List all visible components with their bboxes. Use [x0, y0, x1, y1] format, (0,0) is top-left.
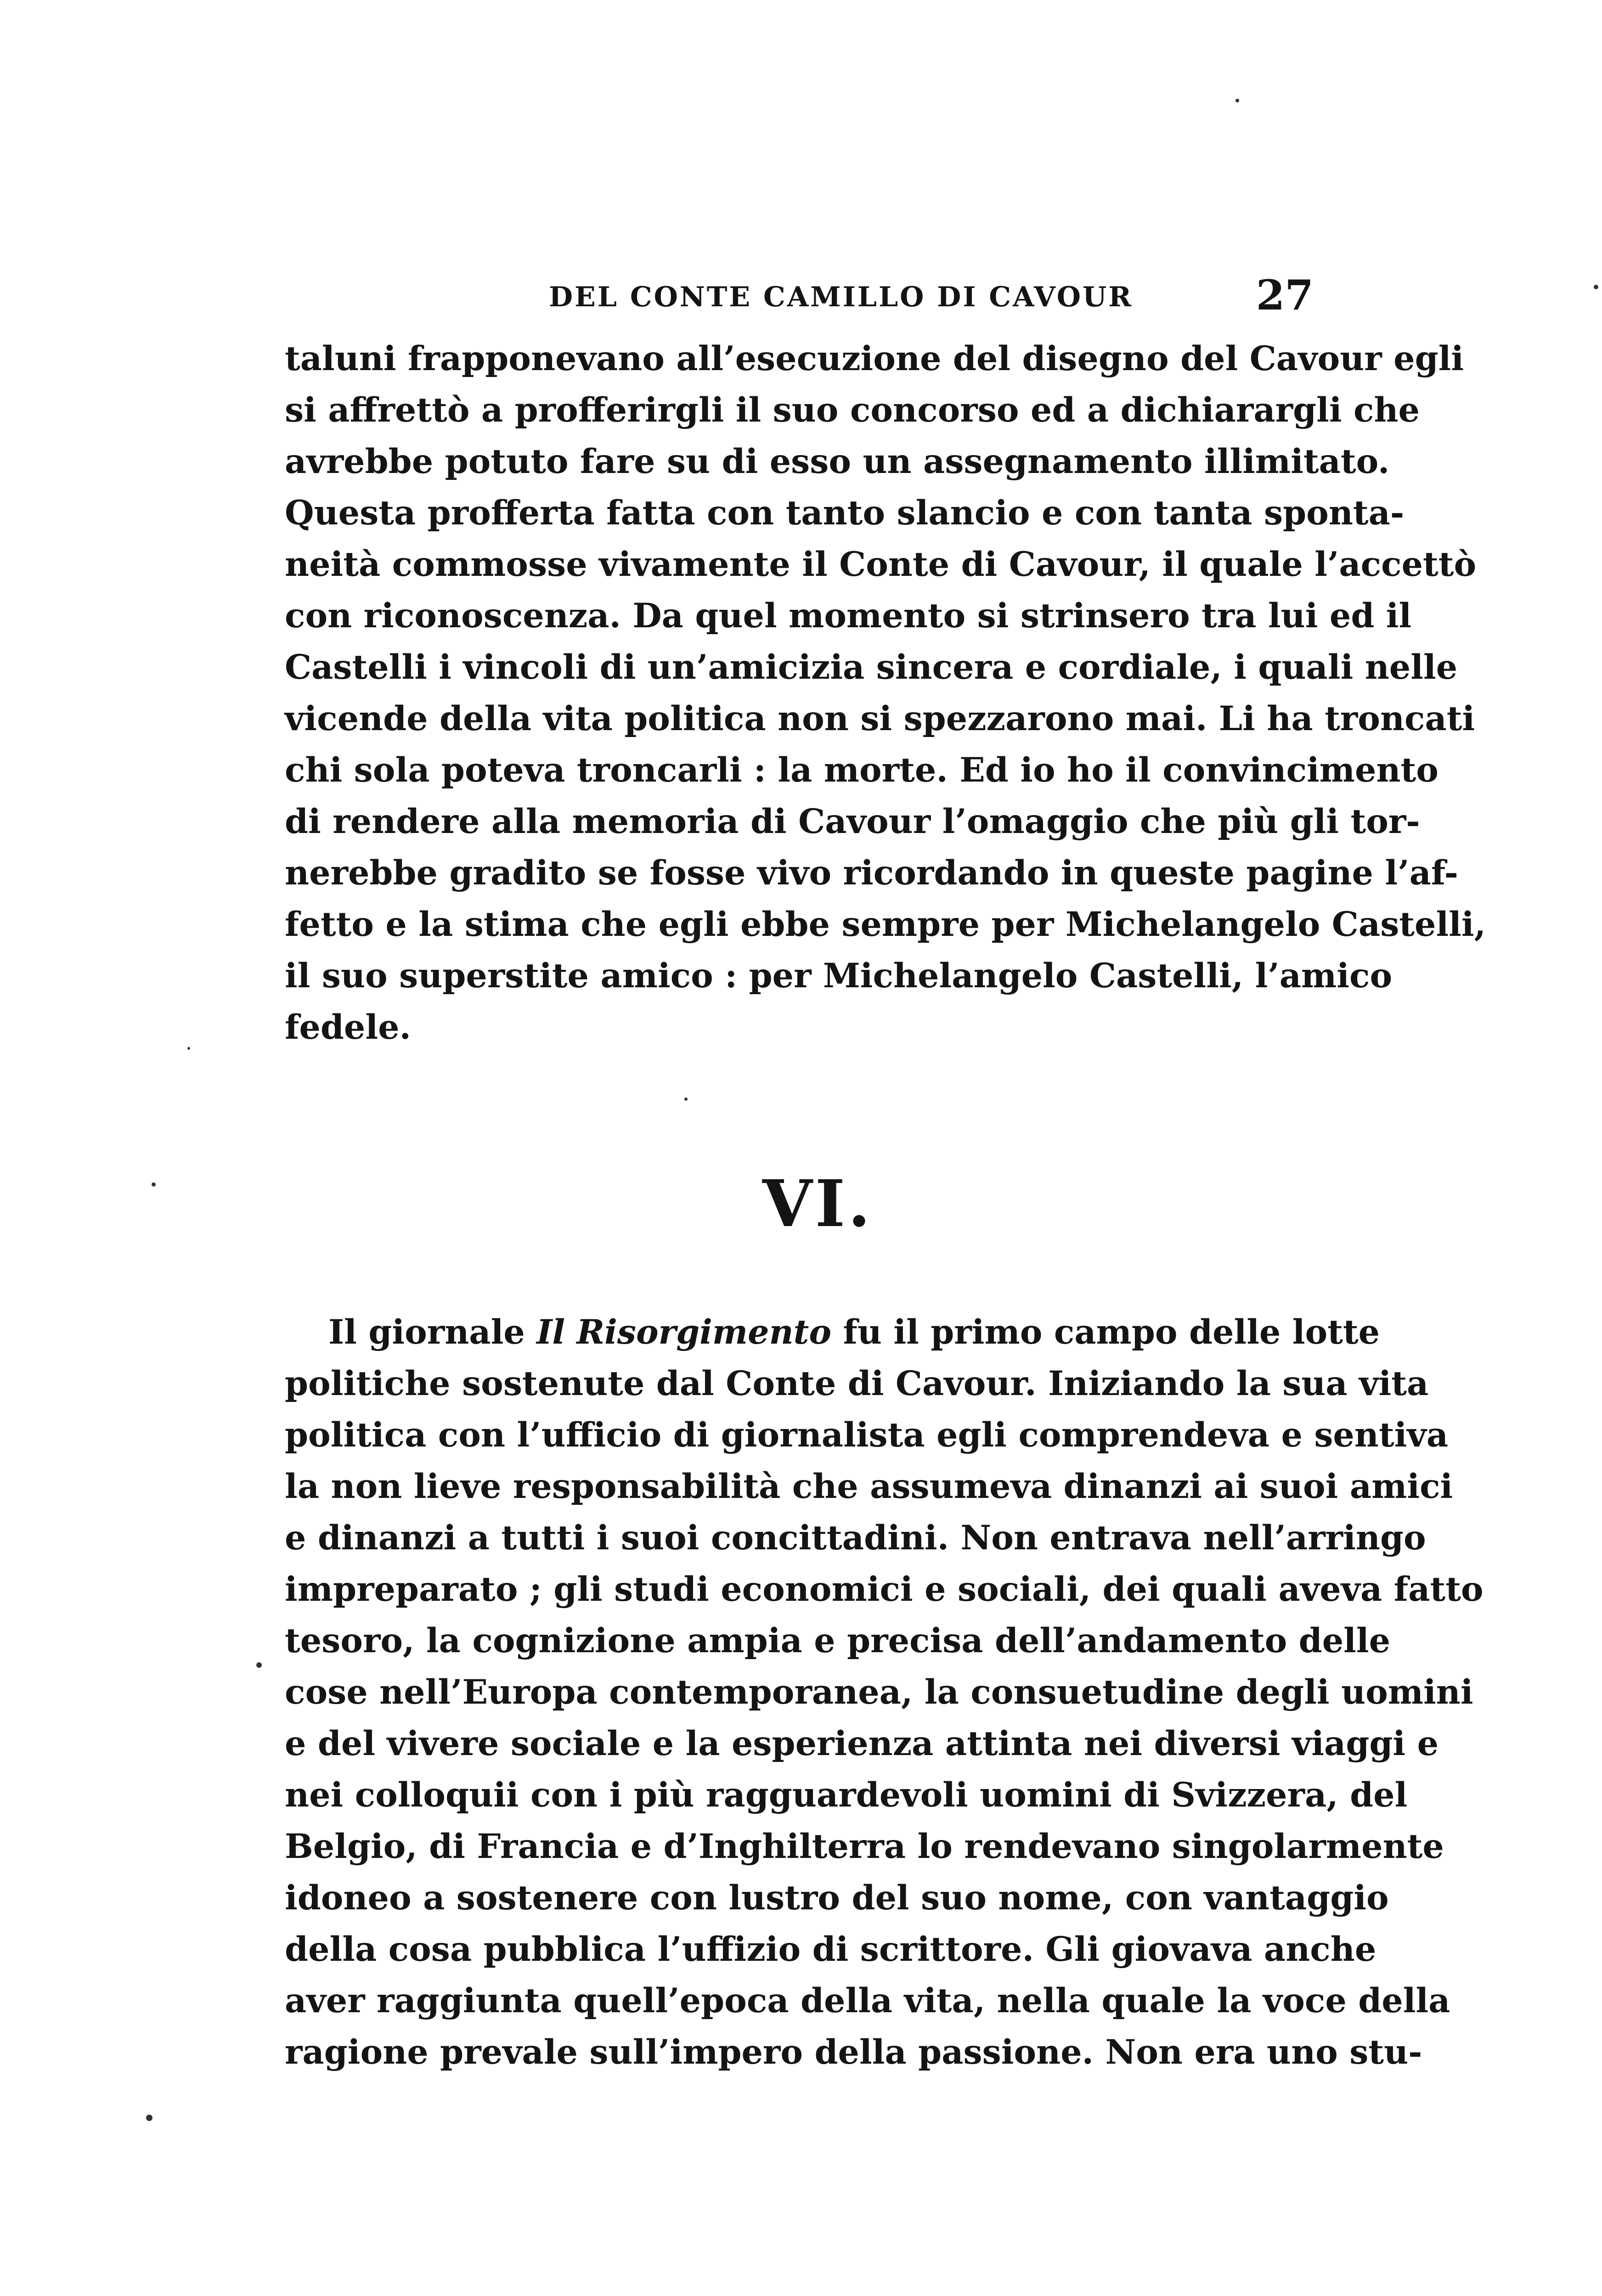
- text-line: politica con l’ufficio di giornalista egli comprendeva e sentiva: [285, 1415, 1449, 1455]
- text-line: Belgio, di Francia e d’Inghilterra lo rendevano singolarmente: [285, 1827, 1444, 1866]
- text-line: fetto e la stima che egli ebbe sempre per Michelangelo Castelli,: [285, 905, 1486, 944]
- print-speck: [256, 1662, 262, 1668]
- text-line-first: [285, 1306, 1380, 1358]
- text-line: cose nell’Europa contemporanea, la consuetudine degli uomini: [285, 1672, 1473, 1712]
- section-heading: VI.: [762, 1166, 873, 1242]
- text-line: chi sola poteva troncarli : la morte. Ed io ho il convincimento: [285, 750, 1438, 790]
- text-line: taluni frapponevano all’esecuzione del disegno del Cavour egli: [285, 339, 1464, 378]
- print-speck: [1594, 285, 1598, 289]
- page-number: 27: [1256, 271, 1314, 320]
- text-line: nei colloquii con i più ragguardevoli uomini di Svizzera, del: [285, 1775, 1408, 1815]
- print-speck: [1235, 99, 1239, 102]
- text-line: e dinanzi a tutti i suoi concittadini. Non entrava nell’arringo: [285, 1518, 1426, 1558]
- print-speck: [146, 2115, 152, 2121]
- text-line: e del vivere sociale e la esperienza attinta nei diversi viaggi e: [285, 1724, 1439, 1763]
- text-line: avrebbe potuto fare su di esso un assegnamento illimitato.: [285, 442, 1390, 481]
- text-line: Castelli i vincoli di un’amicizia sincera e cordiale, i quali nelle: [285, 647, 1458, 687]
- text-line: aver raggiunta quell’epoca della vita, nella quale la voce della: [285, 1981, 1450, 2020]
- print-speck: [684, 1097, 688, 1101]
- text-line: neità commosse vivamente il Conte di Cavour, il quale l’accettò: [285, 545, 1477, 584]
- text-line: la non lieve responsabilità che assumeva dinanzi ai suoi amici: [285, 1467, 1453, 1506]
- text-line: con riconoscenza. Da quel momento si strinsero tra lui ed il: [285, 596, 1412, 636]
- text-line: si affrettò a profferirgli il suo concorso ed a dichiarargli che: [285, 390, 1420, 430]
- text-line: politiche sostenute dal Conte di Cavour. Iniziando la sua vita: [285, 1364, 1429, 1403]
- text-line: idoneo a sostenere con lustro del suo nome, con vantaggio: [285, 1878, 1389, 1918]
- paragraph-1: [285, 333, 1486, 1053]
- text-line: della cosa pubblica l’uffizio di scrittore. Gli giovava anche: [285, 1930, 1376, 1969]
- print-speck: [152, 1182, 156, 1187]
- text-line: fedele.: [285, 1007, 411, 1047]
- text-line: il suo superstite amico : per Michelangelo Castelli, l’amico: [285, 956, 1393, 996]
- running-title: DEL CONTE CAMILLO DI CAVOUR: [549, 281, 1134, 313]
- text-line: di rendere alla memoria di Cavour l’omaggio che più gli tor-: [285, 802, 1420, 841]
- newspaper-title: Il Risorgimento: [536, 1312, 832, 1352]
- text-line: vicende della vita politica non si spezzarono mai. Li ha troncati: [285, 699, 1475, 738]
- print-speck: [187, 1047, 190, 1050]
- text-run: fu il primo campo delle lotte: [831, 1312, 1380, 1352]
- text-line: nerebbe gradito se fosse vivo ricordando in queste pagine l’af-: [285, 853, 1458, 893]
- text-line: impreparato ; gli studi economici e sociali, dei quali aveva fatto: [285, 1570, 1484, 1609]
- text-run: Il giornale: [328, 1312, 537, 1352]
- running-head: [285, 271, 1314, 321]
- text-line: tesoro, la cognizione ampia e precisa dell’andamento delle: [285, 1621, 1391, 1660]
- text-line: Questa profferta fatta con tanto slancio e con tanta sponta-: [285, 493, 1405, 533]
- paragraph-2: [285, 1306, 1484, 2078]
- text-line: ragione prevale sull’impero della passione. Non era uno stu-: [285, 2032, 1422, 2072]
